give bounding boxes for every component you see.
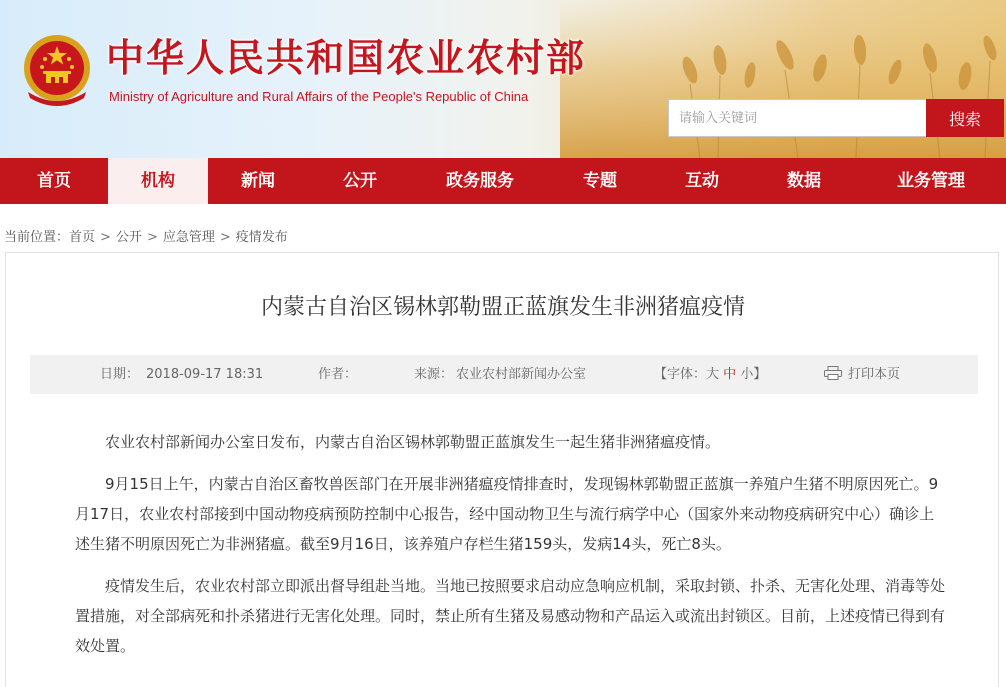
font-size-medium-link[interactable]: 中: [723, 367, 737, 382]
nav-item-business-management[interactable]: 业务管理: [897, 171, 965, 191]
breadcrumb: [4, 226, 288, 245]
print-page-link[interactable]: [824, 355, 900, 394]
breadcrumb-separator: >: [146, 230, 158, 245]
article-body: [75, 427, 945, 673]
author-label: 作者：: [318, 367, 358, 382]
breadcrumb-epidemic-release[interactable]: 疫情发布: [235, 230, 288, 245]
article-title: 内蒙古自治区锡林郭勒盟正蓝旗发生非洲猪瘟疫情: [260, 295, 745, 320]
site-subtitle: Ministry of Agriculture and Rural Affairs of the People's Republic of China: [109, 89, 529, 104]
publish-date: 2018-09-17 18:31: [146, 367, 264, 382]
breadcrumb-emergency-management[interactable]: 应急管理: [162, 230, 215, 245]
nav-item-organization[interactable]: 机构: [108, 158, 208, 204]
source-label: 来源：: [414, 367, 454, 382]
breadcrumb-home[interactable]: 首页: [69, 230, 96, 245]
nav-item-data[interactable]: 数据: [787, 171, 821, 191]
site-header: [0, 0, 1006, 158]
font-size-controls: [654, 355, 766, 394]
nav-item-home[interactable]: 首页: [37, 171, 71, 191]
search-button[interactable]: 搜索: [926, 99, 1004, 137]
print-page-label: 打印本页: [848, 367, 901, 382]
date-label: 日期：: [100, 367, 140, 382]
nav-item-interaction[interactable]: 互动: [685, 171, 719, 191]
breadcrumb-prefix: 当前位置：: [4, 230, 70, 245]
breadcrumb-public[interactable]: 公开: [115, 230, 142, 245]
search-input[interactable]: [668, 99, 930, 137]
national-emblem-icon: [18, 32, 96, 108]
nav-item-news[interactable]: 新闻: [241, 171, 275, 191]
article-paragraph: 9月15日上午，内蒙古自治区畜牧兽医部门在开展非洲猪瘟疫情排查时，发现锡林郭勒盟正蓝旗一养殖户生猪不明原因死亡。9月17日，农业农村部接到中国动物疫病预防控制中心报告，经中国动物卫生与流行病学中心（国家外来动物疫病研究中心）确诊上述生猪不明原因死亡为非洲猪瘟。截至9月16日，该养殖户存栏生猪159头，发病14头，死亡8头。: [75, 475, 939, 553]
font-size-large-link[interactable]: 大: [706, 367, 720, 382]
breadcrumb-separator: >: [219, 230, 231, 245]
nav-item-government-services[interactable]: 政务服务: [446, 171, 514, 191]
article-paragraph: 疫情发生后，农业农村部立即派出督导组赴当地。当地已按照要求启动应急响应机制，采取封锁、扑杀、无害化处理、消毒等处置措施，对全部病死和扑杀猪进行无害化处理。同时，禁止所有生猪及易感动物和产品运入或流出封锁区。目前，上述疫情已得到有效处置。: [75, 577, 946, 655]
site-title: 中华人民共和国农业农村部: [106, 36, 587, 80]
font-size-label-close: 】: [753, 367, 767, 382]
source-value: 农业农村部新闻办公室: [456, 367, 587, 382]
font-size-small-link[interactable]: 小: [740, 367, 754, 382]
main-nav: [0, 158, 1006, 204]
printer-icon: [824, 366, 842, 380]
breadcrumb-separator: >: [100, 230, 111, 245]
nav-item-topics[interactable]: 专题: [583, 171, 617, 191]
article-meta-bar: [30, 355, 978, 394]
article-paragraph: 农业农村部新闻办公室日发布，内蒙古自治区锡林郭勒盟正蓝旗发生一起生猪非洲猪瘟疫情。: [105, 433, 721, 451]
font-size-label: 【字体：: [654, 367, 707, 382]
nav-item-public[interactable]: 公开: [343, 171, 377, 191]
